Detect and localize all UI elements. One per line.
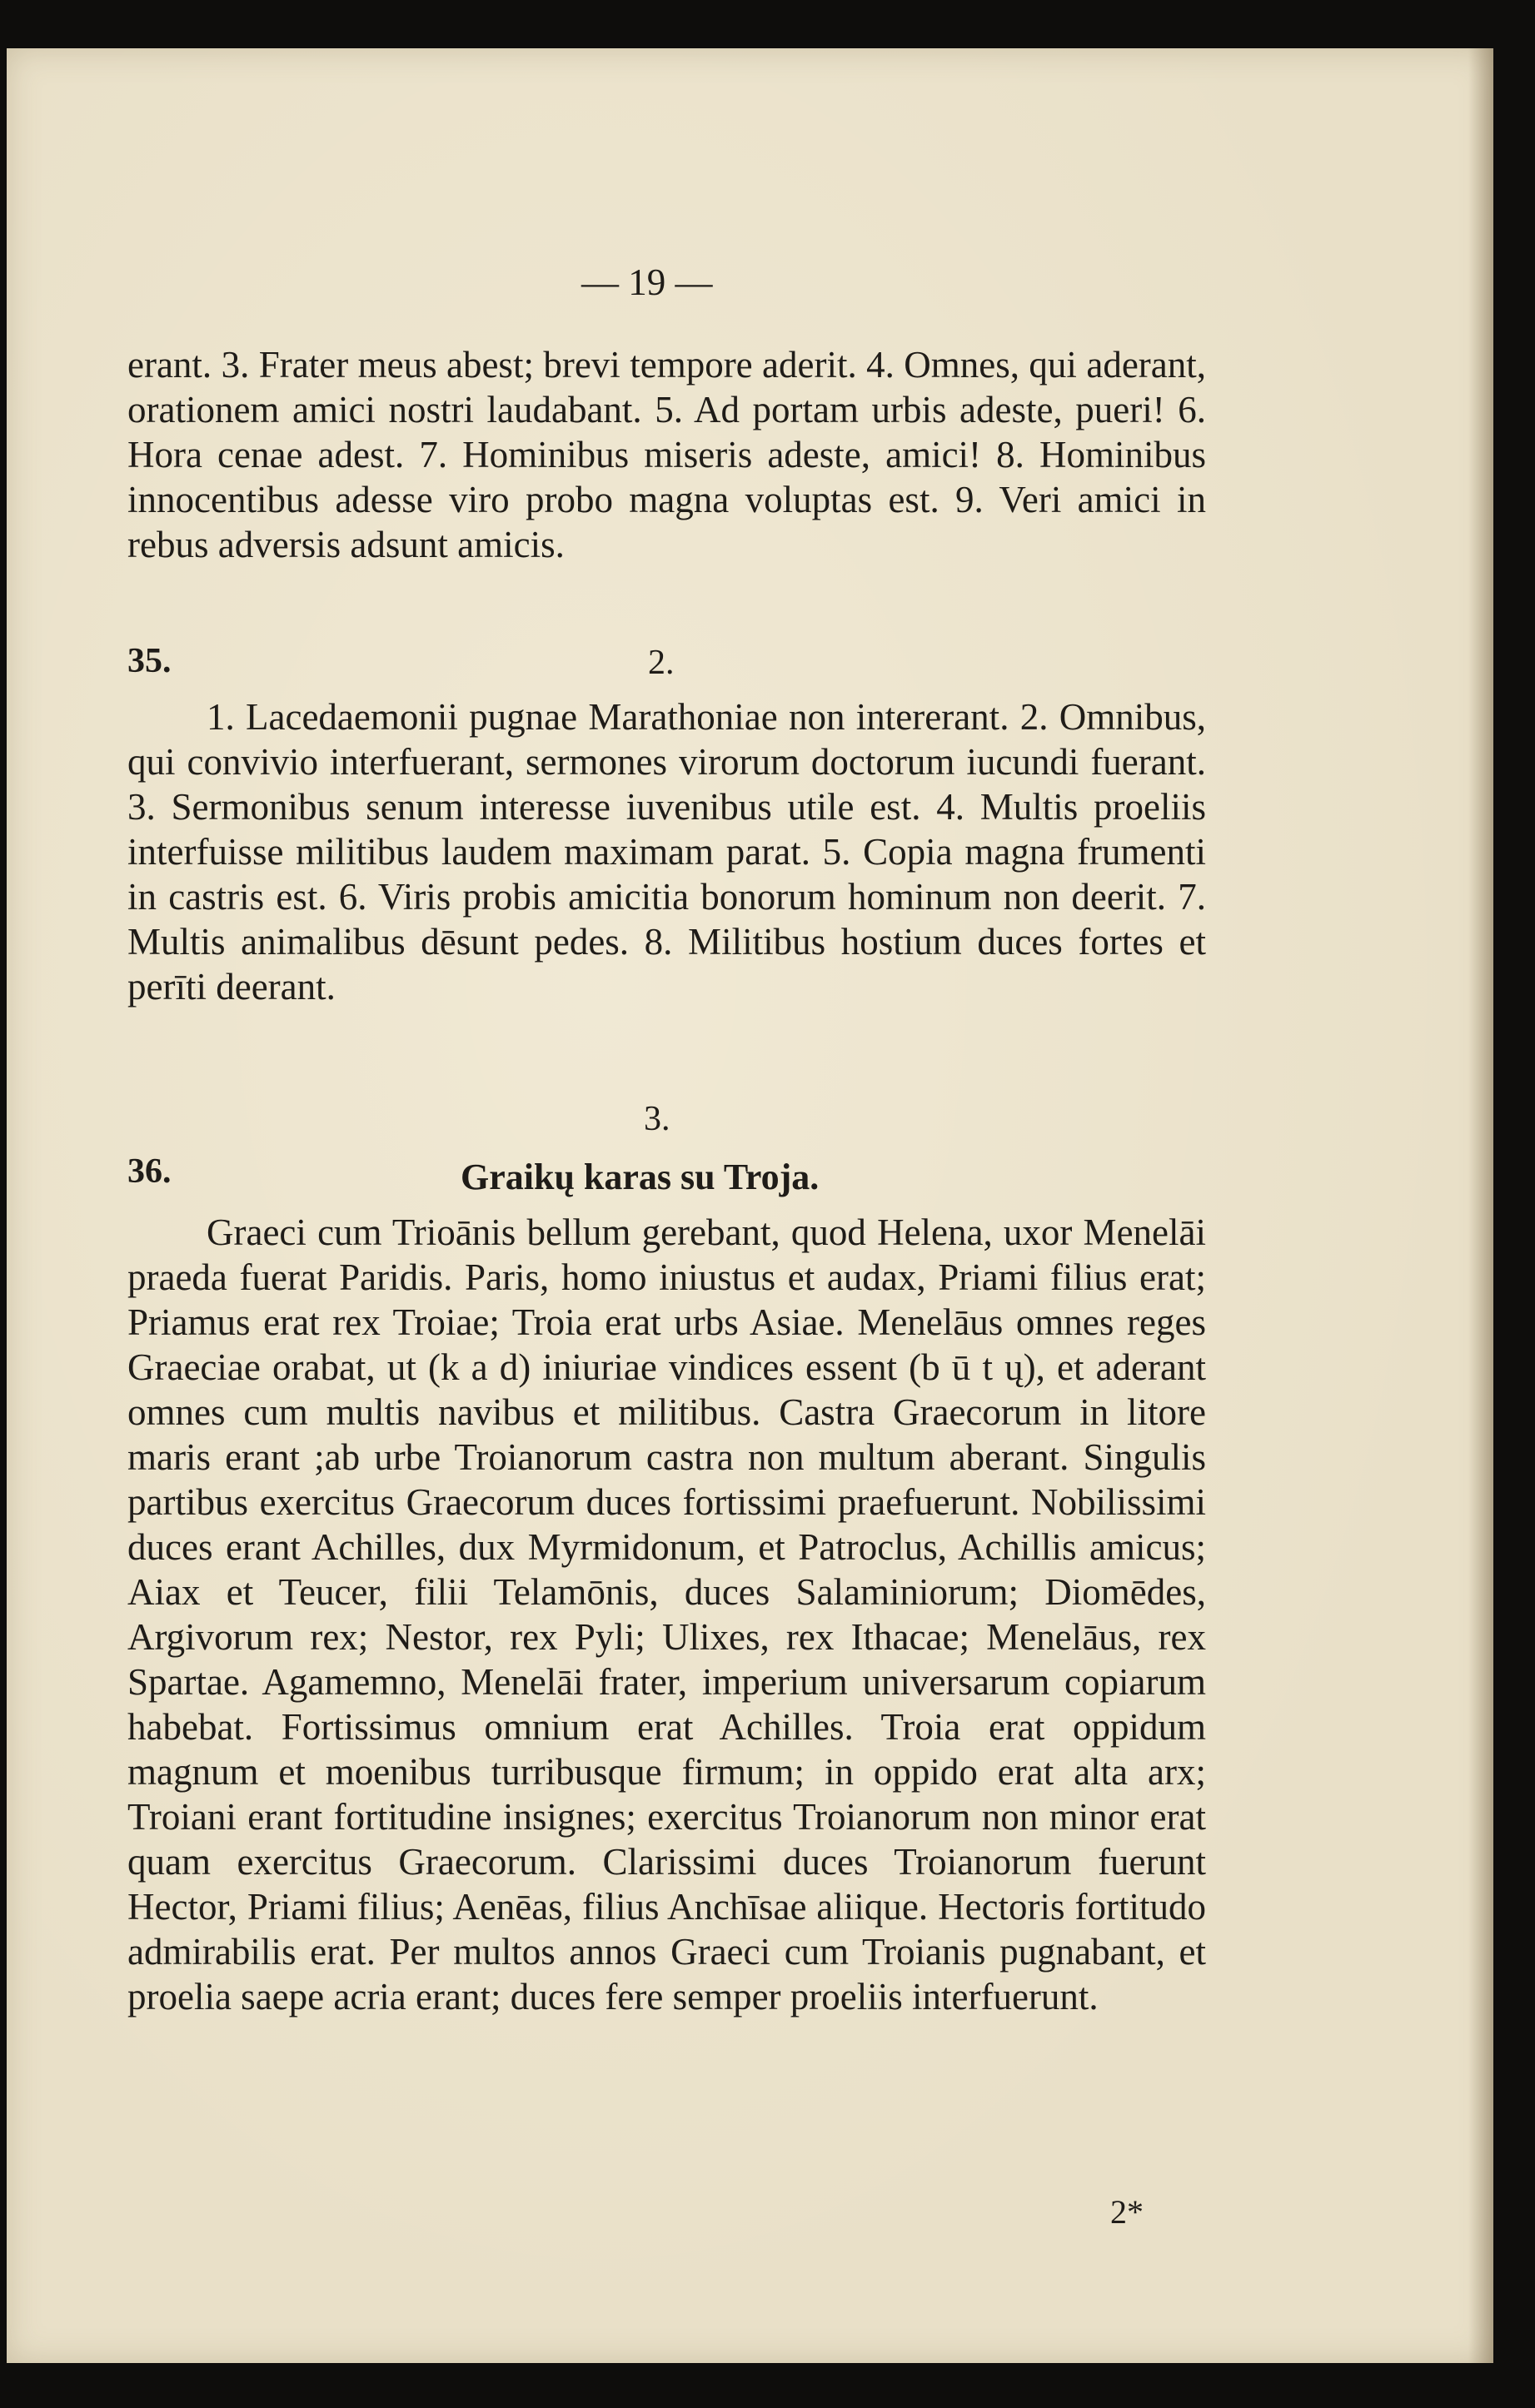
exercise-35-text: 1. Lacedaemonii pugnae Marathoniae non intererant. 2. Omnibus, qui convivio interfuerant, sermones virorum doctorum iucundi fuerant. 3. Sermonibus senum interesse iuvenibus utile est. 4. Multis proeliis interfuisse militibus laudem maximam parat. 5. Copia magna frumenti in castris est. 6. Viris probis amicitia bonorum hominum non deerit. 7. Multis animalibus dēsunt pedes. 8. Militibus hostium duces fortes et perīti deerant.: [127, 696, 1206, 1007]
exercise-number-35: 35.: [127, 642, 172, 680]
subsection-number-3: 3.: [644, 1100, 670, 1138]
page-edge-shadow: [1468, 48, 1493, 2363]
exercise-36-text: Graeci cum Trioānis bellum gerebant, quod Helena, uxor Menelāi praeda fuerat Paridis. Paris, homo iniustus et audax, Priami filius erat; Priamus erat rex Troiae; Troia erat urbs Asiae. Menelāus omnes reges Graeciae orabat, ut (k a d) iniuriae vindices essent (b ū t ų), et aderant omnes cum multis navibus et militibus. Castra Graecorum in litore maris erant ;ab urbe Troianorum castra non multum aberant. Singulis partibus exercitus Graecorum duces fortissimi praefuerunt. Nobilissimi duces erant Achilles, dux Myrmidonum, et Patroclus, Achillis amicus; Aiax et Teucer, filii Telamōnis, duces Salaminiorum; Diomēdes, Argivorum rex; Nestor, rex Pyli; Ulixes, rex Ithacae; Menelāus, rex Spartae. Agamemno, Menelāi frater, imperium universarum copiarum habebat. Fortissimus omnium erat Achilles. Troia erat oppidum magnum et moenibus turribusque firmum; in oppido erat alta arx; Troiani erant fortitudine insignes; exercitus Troianorum non minor erat quam exercitus Graecorum. Clarissimi duces Troianorum fuerunt Hector, Priami filius; Aenēas, filius Anchīsae aliique. Hectoris fortitudo admirabilis erat. Per multos annos Graeci cum Troianis pugnabant, et proelia saepe acria erant; duces fere semper proeliis interfuerunt.: [127, 1211, 1206, 2017]
book-page: [7, 48, 1493, 2363]
page-number: — 19 —: [581, 261, 713, 303]
signature-mark: 2*: [1110, 2193, 1144, 2231]
exercise-number-36: 36.: [127, 1152, 172, 1191]
continued-paragraph: erant. 3. Frater meus abest; brevi tempore aderit. 4. Omnes, qui aderant, orationem amici nostri laudabant. 5. Ad portam urbis adeste, pueri! 6. Hora cenae adest. 7. Hominibus miseris adeste, amici! 8. Hominibus innocentibus adesse viro probo magna voluptas est. 9. Veri amici in rebus adversis adsunt amicis.: [127, 344, 1206, 565]
section-heading: Graikų karas su Troja.: [461, 1157, 820, 1197]
subsection-number-2: 2.: [648, 644, 675, 682]
